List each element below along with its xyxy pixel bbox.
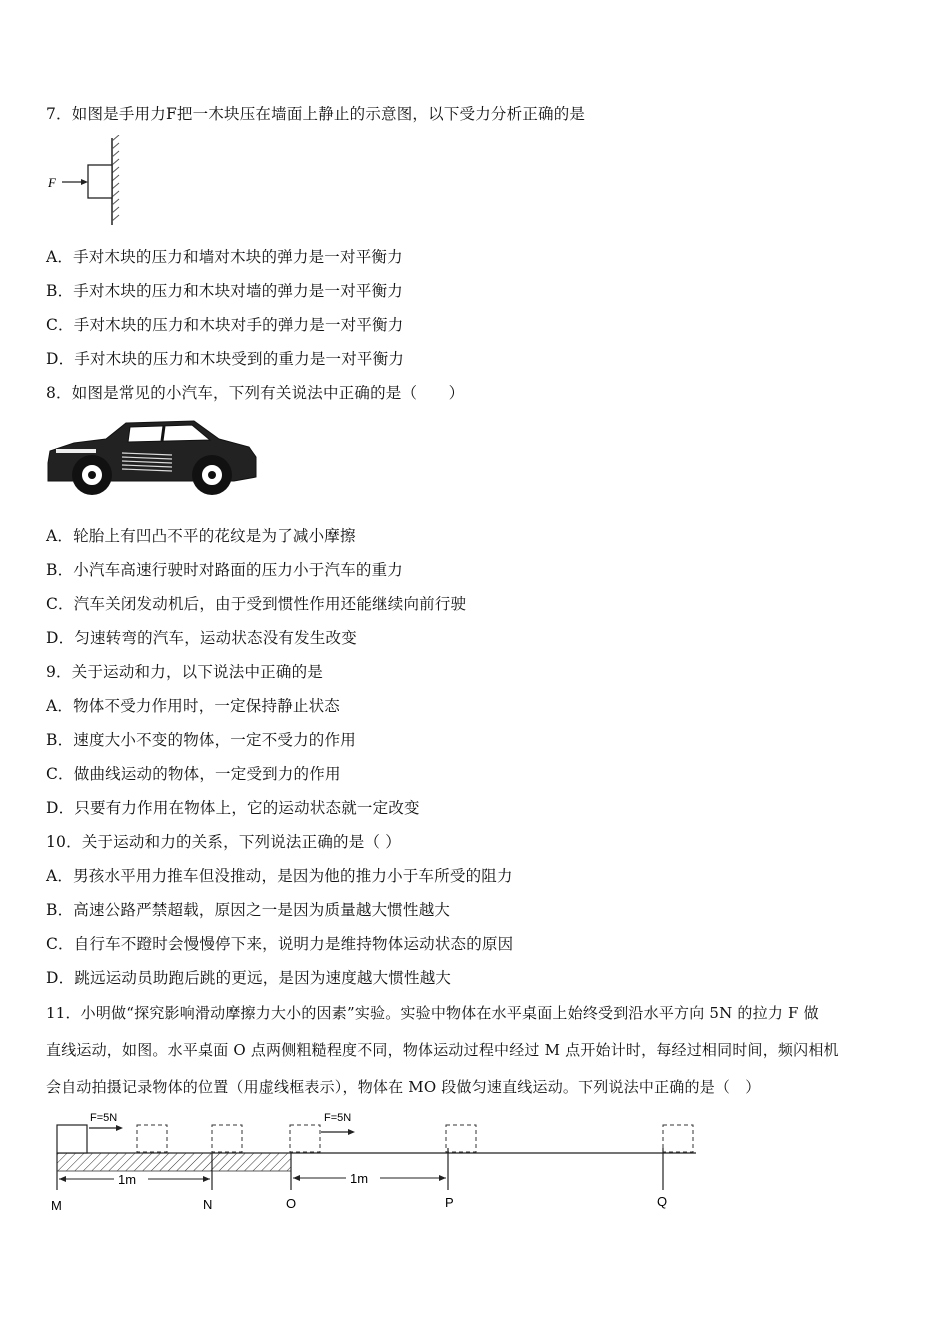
point-label-m: M [51, 1198, 62, 1213]
q8-option-d[interactable]: D．匀速转弯的汽车，运动状态没有发生改变 [46, 629, 357, 647]
q8-option-a[interactable]: A．轮胎上有凹凸不平的花纹是为了减小摩擦 [46, 527, 356, 545]
q7-figure [44, 135, 134, 230]
q8-option-c[interactable]: C．汽车关闭发动机后，由于受到惯性作用还能继续向前行驶 [46, 595, 467, 613]
q8-option-b[interactable]: B．小汽车高速行驶时对路面的压力小于汽车的重力 [46, 561, 403, 579]
force-label-f: F [48, 175, 56, 190]
q10-option-c[interactable]: C．自行车不蹬时会慢慢停下来，说明力是维持物体运动状态的原因 [46, 935, 514, 953]
wood-block [88, 165, 112, 198]
force-label-1: F=5N [90, 1112, 118, 1124]
point-label-n: N [203, 1197, 213, 1212]
q7-option-b[interactable]: B．手对木块的压力和木块对墙的弹力是一对平衡力 [46, 282, 403, 300]
q9-option-a[interactable]: A．物体不受力作用时，一定保持静止状态 [46, 697, 340, 715]
point-label-q: Q [657, 1194, 668, 1209]
q7-stem: 7．如图是手用力F把一木块压在墙面上静止的示意图，以下受力分析正确的是 [46, 105, 586, 123]
force-label-2: F=5N [324, 1112, 352, 1124]
q9-option-c[interactable]: C．做曲线运动的物体，一定受到力的作用 [46, 765, 341, 783]
point-label-o: O [286, 1196, 297, 1211]
distance-label-mn: 1m [118, 1172, 137, 1187]
q10-stem: 10．关于运动和力的关系，下列说法正确的是（ ） [46, 833, 401, 851]
car-figure [44, 413, 259, 499]
point-label-p: P [445, 1195, 454, 1210]
q10-option-b[interactable]: B．高速公路严禁超载，原因之一是因为质量越大惯性越大 [46, 901, 451, 919]
q7-option-c[interactable]: C．手对木块的压力和木块对手的弹力是一对平衡力 [46, 316, 404, 334]
q11-stem-line-2: 直线运动，如图。水平桌面 O 点两侧粗糙程度不同，物体运动过程中经过 M 点开始计时，每经过相同时间，频闪相机 [46, 1041, 839, 1059]
q9-option-b[interactable]: B．速度大小不变的物体，一定不受力的作用 [46, 731, 356, 749]
q8-stem: 8．如图是常见的小汽车，下列有关说法中正确的是（ ） [46, 384, 465, 402]
rough-section [57, 1153, 291, 1171]
q7-option-d[interactable]: D．手对木块的压力和木块受到的重力是一对平衡力 [46, 350, 405, 368]
distance-label-op: 1m [350, 1171, 369, 1186]
q10-option-d[interactable]: D．跳远运动员助跑后跳的更远，是因为速度越大惯性越大 [46, 969, 452, 987]
q11-figure [44, 1108, 704, 1218]
q7-option-a[interactable]: A．手对木块的压力和墙对木块的弹力是一对平衡力 [46, 248, 403, 266]
object-block [57, 1125, 87, 1153]
q10-option-a[interactable]: A．男孩水平用力推车但没推动，是因为他的推力小于车所受的阻力 [46, 867, 513, 885]
q9-option-d[interactable]: D．只要有力作用在物体上，它的运动状态就一定改变 [46, 799, 420, 817]
q9-stem: 9．关于运动和力，以下说法中正确的是 [46, 663, 323, 681]
q11-stem-line-3: 会自动拍摄记录物体的位置（用虚线框表示），物体在 MO 段做匀速直线运动。下列说法中正确的是（ ） [46, 1078, 761, 1096]
q11-stem-line-1: 11．小明做“探究影响滑动摩擦力大小的因素”实验。实验中物体在水平桌面上始终受到沿水平方向 5N 的拉力 F 做 [46, 1004, 819, 1022]
